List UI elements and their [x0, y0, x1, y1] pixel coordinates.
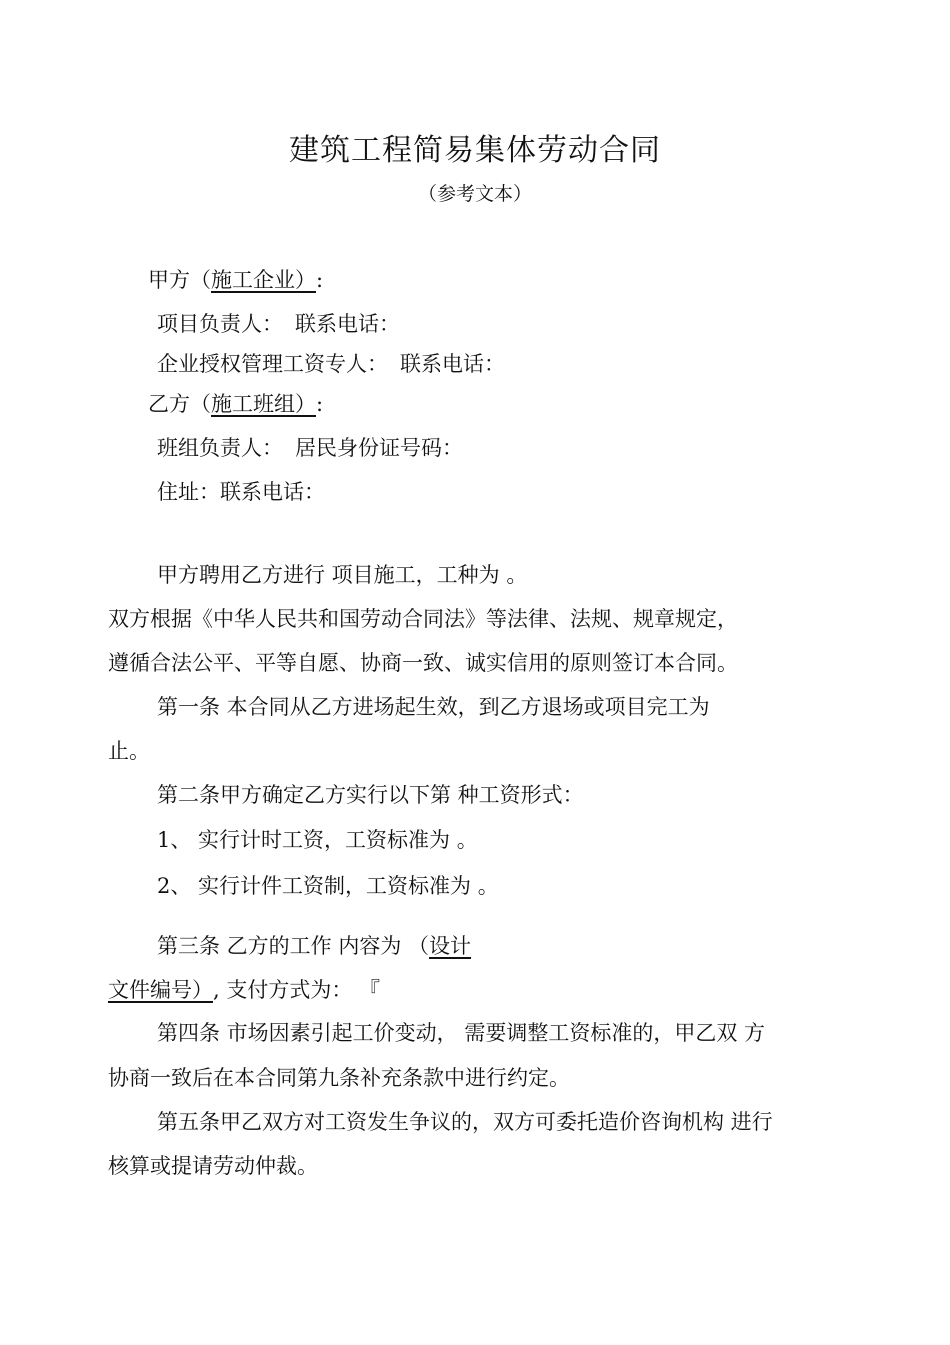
party-a-suffix: : [316, 268, 324, 292]
document-title: 建筑工程简易集体劳动合同 [289, 133, 661, 168]
party-a-line [148, 267, 323, 293]
article-4-line-1: 第四条 市场因素引起工价变动， 需要调整工资标准的，甲乙双 方 [157, 1021, 766, 1045]
wage-manager-label: 企业授权管理工资专人： [157, 352, 388, 376]
project-leader-label: 项目负责人： [157, 312, 283, 336]
party-b-line [148, 391, 323, 417]
wage-manager-line [157, 351, 505, 377]
article-3-file-number: 文件编号） [108, 978, 213, 1002]
wage-manager-phone-label: 联系电话： [400, 352, 505, 376]
article-1-line-1: 第一条 本合同从乙方进场起生效，到乙方退场或项目完工为 [157, 695, 710, 719]
address-line: 住址：联系电话： [157, 480, 325, 504]
article-2-line-1: 第二条甲方确定乙方实行以下第 种工资形式： [157, 783, 584, 807]
article-4-line-2: 协商一致后在本合同第九条补充条款中进行约定。 [108, 1066, 570, 1090]
article-5-line-2: 核算或提请劳动仲裁。 [108, 1154, 318, 1178]
team-leader-id-label: 居民身份证号码： [295, 436, 463, 460]
article-3-payment: , 支付方式为： 『 [213, 978, 381, 1002]
intro-line-3: 遵循合法公平、平等自愿、协商一致、诚实信用的原则签订本合同。 [108, 651, 738, 675]
project-leader-line [157, 311, 400, 337]
article-3-underlined: 设计 [429, 934, 472, 958]
article-1-line-2: 止。 [108, 739, 150, 763]
article-3-line-1 [157, 933, 471, 959]
intro-line-1: 甲方聘用乙方进行 项目施工，工种为 。 [157, 563, 528, 587]
party-b-prefix: 乙方（ [148, 392, 211, 416]
project-leader-phone-label: 联系电话： [295, 312, 400, 336]
article-3-line-2 [108, 977, 380, 1003]
article-2-item-1: 1、 实行计时工资，工资标准为 。 [157, 828, 478, 852]
team-leader-label: 班组负责人： [157, 436, 283, 460]
article-2-item-2: 2、 实行计件工资制，工资标准为 。 [157, 874, 499, 898]
party-a-prefix: 甲方（ [148, 268, 211, 292]
party-b-suffix: : [316, 392, 324, 416]
document-subtitle: （参考文本） [417, 183, 532, 205]
article-3-text: 第三条 乙方的工作 内容为 （ [157, 934, 430, 958]
intro-line-2: 双方根据《中华人民共和国劳动合同法》等法律、法规、规章规定， [108, 607, 738, 631]
article-5-line-1: 第五条甲乙双方对工资发生争议的，双方可委托造价咨询机构 进行 [157, 1110, 773, 1134]
party-b-type: 施工班组） [211, 392, 316, 416]
party-a-type: 施工企业） [211, 268, 316, 292]
team-leader-line [157, 435, 463, 461]
